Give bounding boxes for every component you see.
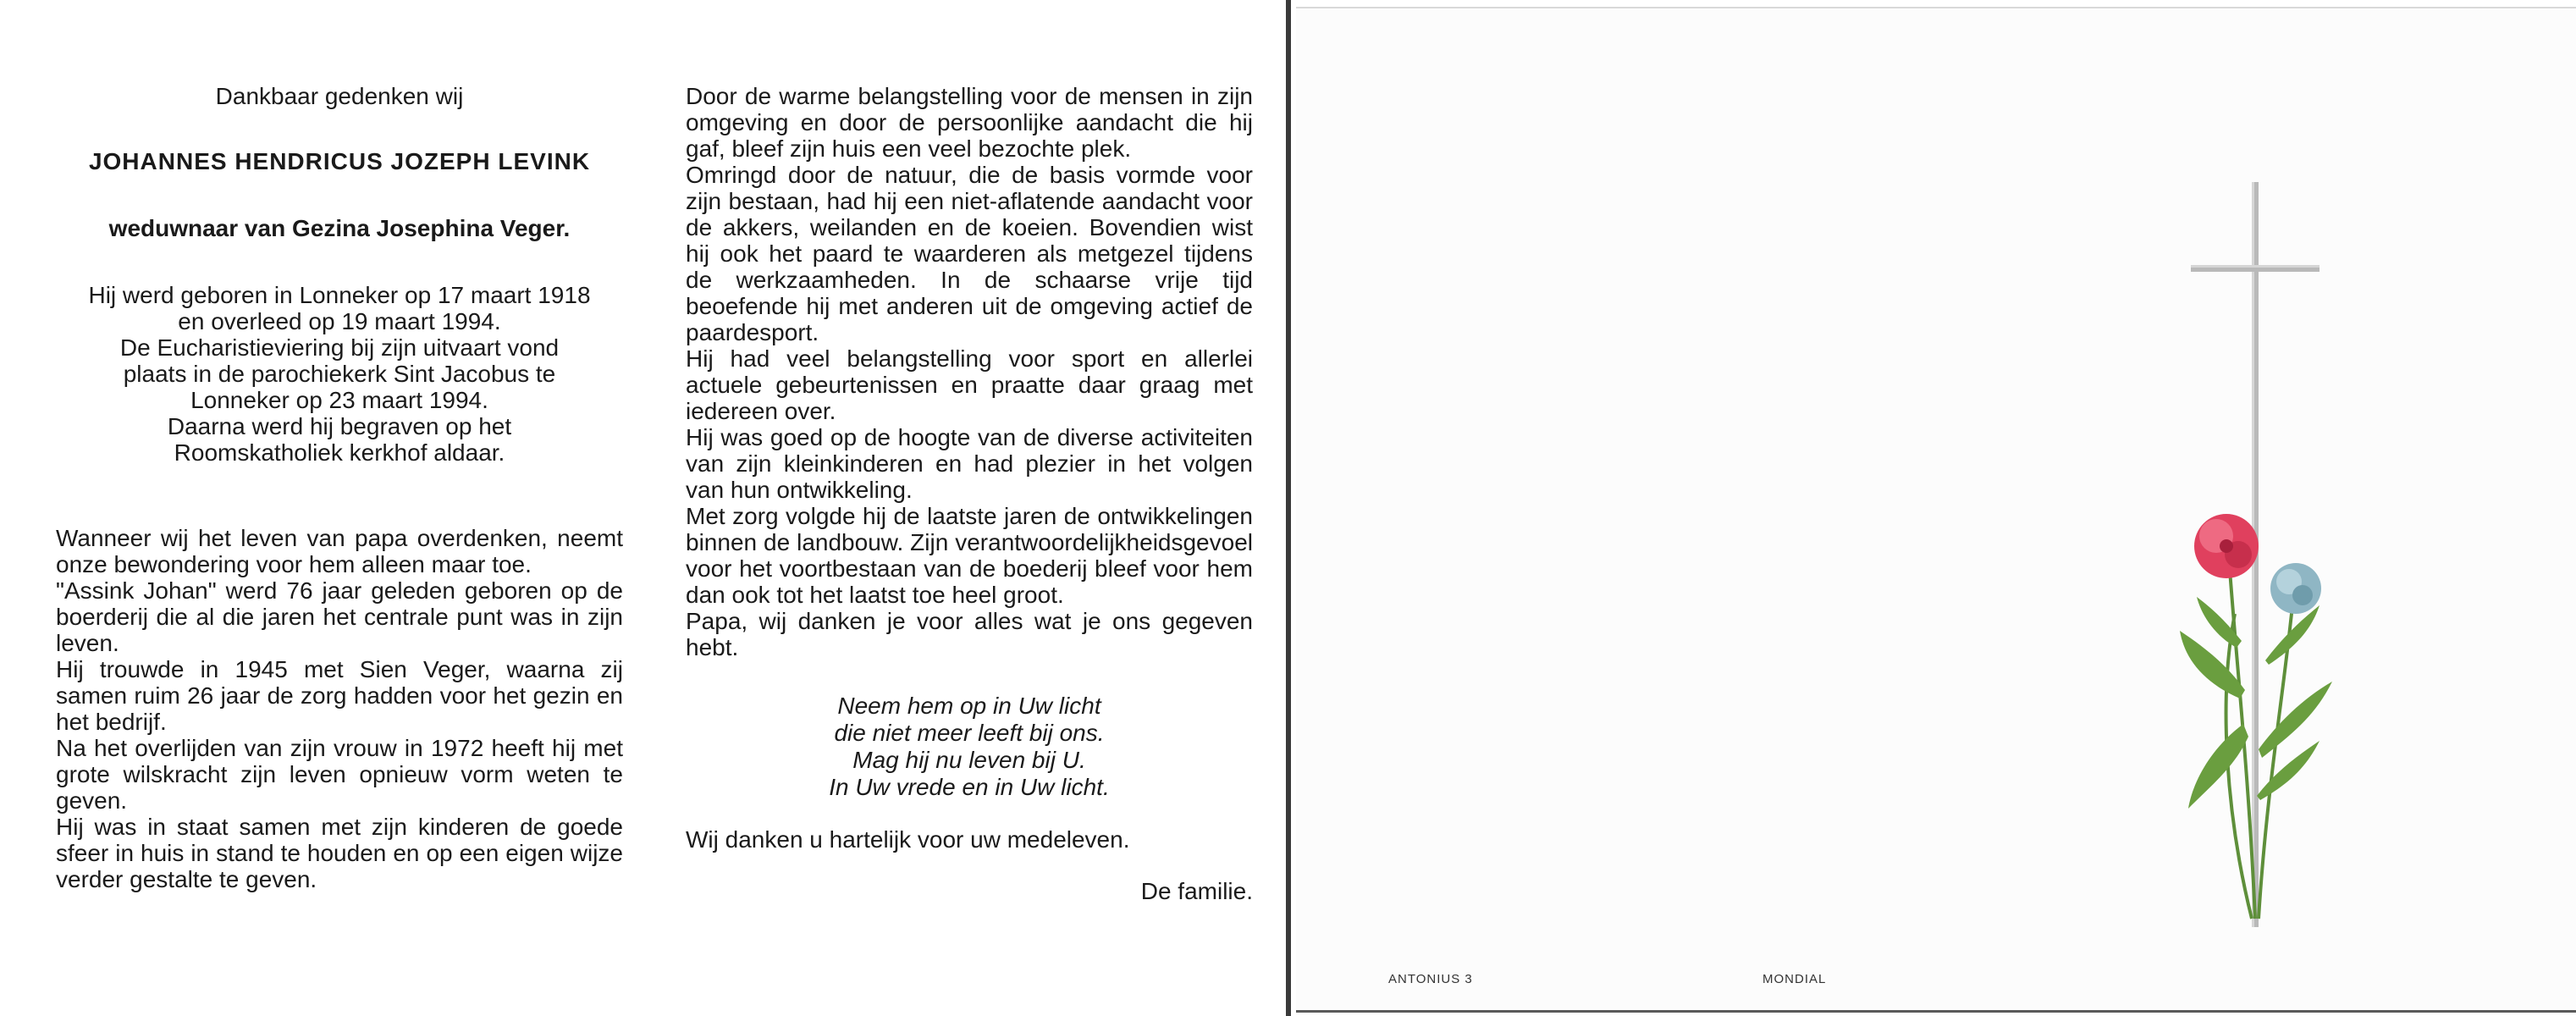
memory-paragraph: Wanneer wij het leven van papa overdenken, neemt onze bewondering voor hem alleen maar toe. <box>56 525 623 577</box>
print-code-left: ANTONIUS 3 <box>1388 972 1473 986</box>
poem-line: Mag hij nu leven bij U. <box>852 747 1086 773</box>
memory-paragraph: "Assink Johan" werd 76 jaar geleden geboren op de boerderij die al die jaren het centrale punt was in zijn leven. <box>56 577 623 656</box>
card-front-page <box>1296 7 2576 1011</box>
bio-line: Lonneker op 23 maart 1994. <box>190 387 488 413</box>
memory-paragraph: Met zorg volgde hij de laatste jaren de ontwikkelingen binnen de landbouw. Zijn verantwoordelijkheidsgevoel voor het voortbestaan van de boederij bleef voor hem dan ook tot het laatst toe heel groot. <box>686 503 1253 608</box>
cross-with-flowers-illustration <box>2167 174 2353 944</box>
memory-paragraph: Hij had veel belangstelling voor sport en allerlei actuele gebeurtenissen en praatte daar graag met iedereen over. <box>686 345 1253 424</box>
thanks-line: Wij danken u hartelijk voor uw medeleven. <box>686 826 1130 853</box>
poem <box>686 693 1253 801</box>
family-signature: De familie. <box>1140 878 1253 904</box>
widower-line: weduwnaar van Gezina Josephina Veger. <box>108 215 571 241</box>
left-column <box>56 83 623 892</box>
biography-block <box>56 282 623 466</box>
deceased-name: JOHANNES HENDRICUS JOZEPH LEVINK <box>88 148 591 174</box>
memory-paragraph: Papa, wij danken je voor alles wat je ons gegeven hebt. <box>686 608 1253 660</box>
print-code-right: MONDIAL <box>1762 972 1827 986</box>
memory-paragraph: Na het overlijden van zijn vrouw in 1972 heeft hij met grote wilskracht zijn leven opnieuw vorm weten te geven. <box>56 735 623 814</box>
red-flower-icon <box>2194 514 2259 578</box>
poem-line: die niet meer leeft bij ons. <box>834 720 1105 746</box>
middle-column <box>686 83 1253 904</box>
bio-line: Roomskatholiek kerkhof aldaar. <box>174 439 505 466</box>
memory-paragraph: Door de warme belangstelling voor de mensen in zijn omgeving en door de persoonlijke aandacht die hij gaf, bleef zijn huis een veel bezochte plek. <box>686 83 1253 162</box>
bio-line: Hij werd geboren in Lonneker op 17 maart 1918 <box>88 282 591 308</box>
poem-line: Neem hem op in Uw licht <box>837 693 1101 719</box>
memory-paragraph: Omringd door de natuur, die de basis vormde voor zijn bestaan, had hij een niet-aflatende aandacht voor de akkers, weilanden en de koeien. Bovendien wist hij ook het paard te waarderen als metgezel tijdens de werkzaamheden. In de schaarse vrije tijd beoefende hij met anderen uit de omgeving actief de paardesport. <box>686 162 1253 345</box>
bio-line: Daarna werd hij begraven op het <box>167 413 512 439</box>
blue-flower-icon <box>2270 563 2321 614</box>
bio-line: De Eucharistieviering bij zijn uitvaart vond <box>119 334 560 361</box>
bio-line: en overleed op 19 maart 1994. <box>178 308 501 334</box>
memory-paragraph: Hij trouwde in 1945 met Sien Veger, waarna zij samen ruim 26 jaar de zorg hadden voor het gezin en het bedrijf. <box>56 656 623 735</box>
poem-line: In Uw vrede en in Uw licht. <box>829 774 1110 800</box>
remembrance-heading: Dankbaar gedenken wij <box>215 83 464 109</box>
bio-line: plaats in de parochiekerk Sint Jacobus te <box>123 361 556 387</box>
memory-paragraph: Hij was in staat samen met zijn kinderen de goede sfeer in huis in stand te houden en op een eigen wijze verder gestalte te geven. <box>56 814 623 892</box>
memory-paragraph: Hij was goed op de hoogte van de diverse activiteiten van zijn kleinkinderen en had plezier in het volgen van hun ontwikkeling. <box>686 424 1253 503</box>
